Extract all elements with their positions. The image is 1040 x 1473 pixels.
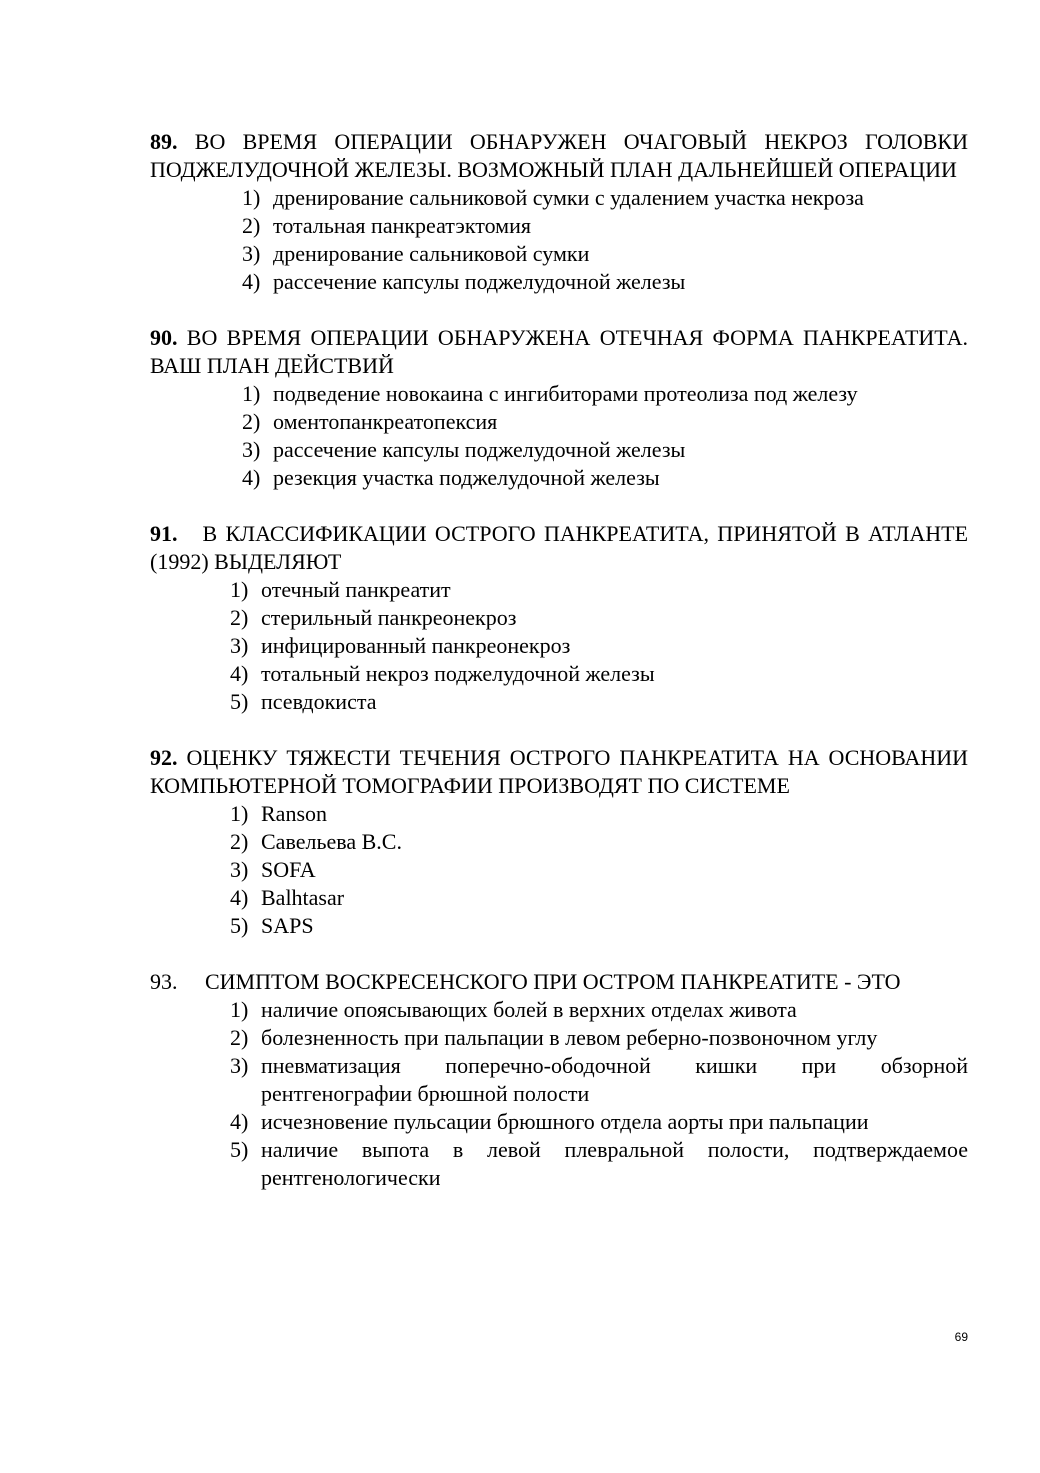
answer-option: 3) рассечение капсулы поджелудочной железы bbox=[242, 437, 686, 462]
answer-option: 5) наличие выпота в левой плевральной полости, подтверждаемое рентгенологически bbox=[230, 1137, 968, 1190]
answer-option: 3) пневматизация поперечно-ободочной кишки при обзорной рентгенографии брюшной полости bbox=[230, 1053, 968, 1106]
answer-options bbox=[150, 800, 968, 940]
question-89 bbox=[150, 128, 968, 296]
answer-options bbox=[150, 576, 968, 716]
question-stem: ВО ВРЕМЯ ОПЕРАЦИИ ОБНАРУЖЕНА ОТЕЧНАЯ ФОРМА ПАНКРЕАТИТА. ВАШ ПЛАН ДЕЙСТВИЙ bbox=[150, 325, 968, 378]
option-text: дренирование сальниковой сумки bbox=[273, 241, 590, 266]
answer-options bbox=[150, 996, 968, 1192]
answer-option: 3) SOFA bbox=[230, 857, 316, 882]
option-text: псевдокиста bbox=[261, 689, 377, 714]
option-text: тотальная панкреатэктомия bbox=[273, 213, 531, 238]
answer-option: 1) подведение новокаина с ингибиторами протеолиза под железу bbox=[242, 381, 858, 406]
question-93 bbox=[150, 968, 968, 1192]
answer-option: 1) наличие опоясывающих болей в верхних отделах живота bbox=[230, 997, 797, 1022]
answer-option: 2) оментопанкреатопексия bbox=[242, 409, 498, 434]
answer-option: 4) исчезновение пульсации брюшного отдела аорты при пальпации bbox=[230, 1109, 869, 1134]
answer-option: 4) тотальный некроз поджелудочной железы bbox=[230, 661, 655, 686]
question-stem: ОЦЕНКУ ТЯЖЕСТИ ТЕЧЕНИЯ ОСТРОГО ПАНКРЕАТИТА НА ОСНОВАНИИ КОМПЬЮТЕРНОЙ ТОМОГРАФИИ ПРОИЗВОДЯТ ПО СИСТЕМЕ bbox=[150, 745, 969, 798]
question-number: 90. bbox=[150, 325, 178, 350]
answer-option: 1) дренирование сальниковой сумки с удалением участка некроза bbox=[242, 185, 864, 210]
answer-option: 1) Ranson bbox=[230, 801, 327, 826]
page-content bbox=[150, 128, 968, 1192]
answer-option: 4) Balhtasar bbox=[230, 885, 345, 910]
answer-option: 2) тотальная панкреатэктомия bbox=[242, 213, 531, 238]
option-text: подведение новокаина с ингибиторами протеолиза под железу bbox=[273, 381, 858, 406]
option-text: инфицированный панкреонекроз bbox=[261, 633, 571, 658]
option-text: исчезновение пульсации брюшного отдела аорты при пальпации bbox=[261, 1109, 869, 1134]
option-text: резекция участка поджелудочной железы bbox=[273, 465, 660, 490]
answer-option: 2) стерильный панкреонекроз bbox=[230, 605, 517, 630]
question-text bbox=[150, 128, 968, 184]
question-90 bbox=[150, 324, 968, 492]
answer-option: 4) рассечение капсулы поджелудочной железы bbox=[242, 269, 686, 294]
answer-option: 2) болезненность при пальпации в левом реберно-позвоночном углу bbox=[230, 1025, 878, 1050]
answer-options bbox=[150, 184, 968, 296]
answer-option: 5) SAPS bbox=[230, 913, 314, 938]
question-text bbox=[150, 324, 968, 380]
answer-option: 5) псевдокиста bbox=[230, 689, 377, 714]
option-text: SAPS bbox=[261, 913, 314, 938]
option-text: Ranson bbox=[261, 801, 327, 826]
option-text: рассечение капсулы поджелудочной железы bbox=[273, 269, 686, 294]
option-text: тотальный некроз поджелудочной железы bbox=[261, 661, 655, 686]
option-text: болезненность при пальпации в левом реберно-позвоночном углу bbox=[261, 1025, 878, 1050]
question-stem: В КЛАССИФИКАЦИИ ОСТРОГО ПАНКРЕАТИТА, ПРИНЯТОЙ В АТЛАНТЕ (1992) ВЫДЕЛЯЮТ bbox=[150, 521, 969, 574]
question-91 bbox=[150, 520, 968, 716]
page-number: 69 bbox=[954, 1330, 968, 1344]
question-number: 89. bbox=[150, 129, 178, 154]
option-text: наличие опоясывающих болей в верхних отделах живота bbox=[261, 997, 797, 1022]
question-text bbox=[150, 520, 968, 576]
answer-option: 1) отечный панкреатит bbox=[230, 577, 451, 602]
question-number: 91. bbox=[150, 521, 178, 546]
option-text: SOFA bbox=[261, 857, 316, 882]
question-stem: СИМПТОМ ВОСКРЕСЕНСКОГО ПРИ ОСТРОМ ПАНКРЕАТИТЕ - ЭТО bbox=[205, 969, 901, 994]
option-text: отечный панкреатит bbox=[261, 577, 451, 602]
question-number: 93. bbox=[150, 969, 178, 994]
question-92 bbox=[150, 744, 968, 940]
option-text: пневматизация поперечно-ободочной кишки при обзорной рентгенографии брюшной полости bbox=[261, 1053, 968, 1106]
question-number: 92. bbox=[150, 745, 178, 770]
option-text: Савельева В.С. bbox=[261, 829, 402, 854]
option-text: рассечение капсулы поджелудочной железы bbox=[273, 437, 686, 462]
question-text bbox=[150, 968, 968, 996]
answer-option: 2) Савельева В.С. bbox=[230, 829, 402, 854]
answer-options bbox=[150, 380, 968, 492]
option-text: стерильный панкреонекроз bbox=[261, 605, 517, 630]
option-text: Balhtasar bbox=[261, 885, 345, 910]
question-stem: ВО ВРЕМЯ ОПЕРАЦИИ ОБНАРУЖЕН ОЧАГОВЫЙ НЕКРОЗ ГОЛОВКИ ПОДЖЕЛУДОЧНОЙ ЖЕЛЕЗЫ. ВОЗМОЖНЫЙ ПЛАН ДАЛЬНЕЙШЕЙ ОПЕРАЦИИ bbox=[150, 129, 968, 182]
option-text: оментопанкреатопексия bbox=[273, 409, 498, 434]
answer-option: 3) инфицированный панкреонекроз bbox=[230, 633, 571, 658]
option-text: дренирование сальниковой сумки с удалением участка некроза bbox=[273, 185, 864, 210]
option-text: наличие выпота в левой плевральной полости, подтверждаемое рентгенологически bbox=[261, 1137, 968, 1190]
question-text bbox=[150, 744, 968, 800]
answer-option: 4) резекция участка поджелудочной железы bbox=[242, 465, 660, 490]
answer-option: 3) дренирование сальниковой сумки bbox=[242, 241, 590, 266]
